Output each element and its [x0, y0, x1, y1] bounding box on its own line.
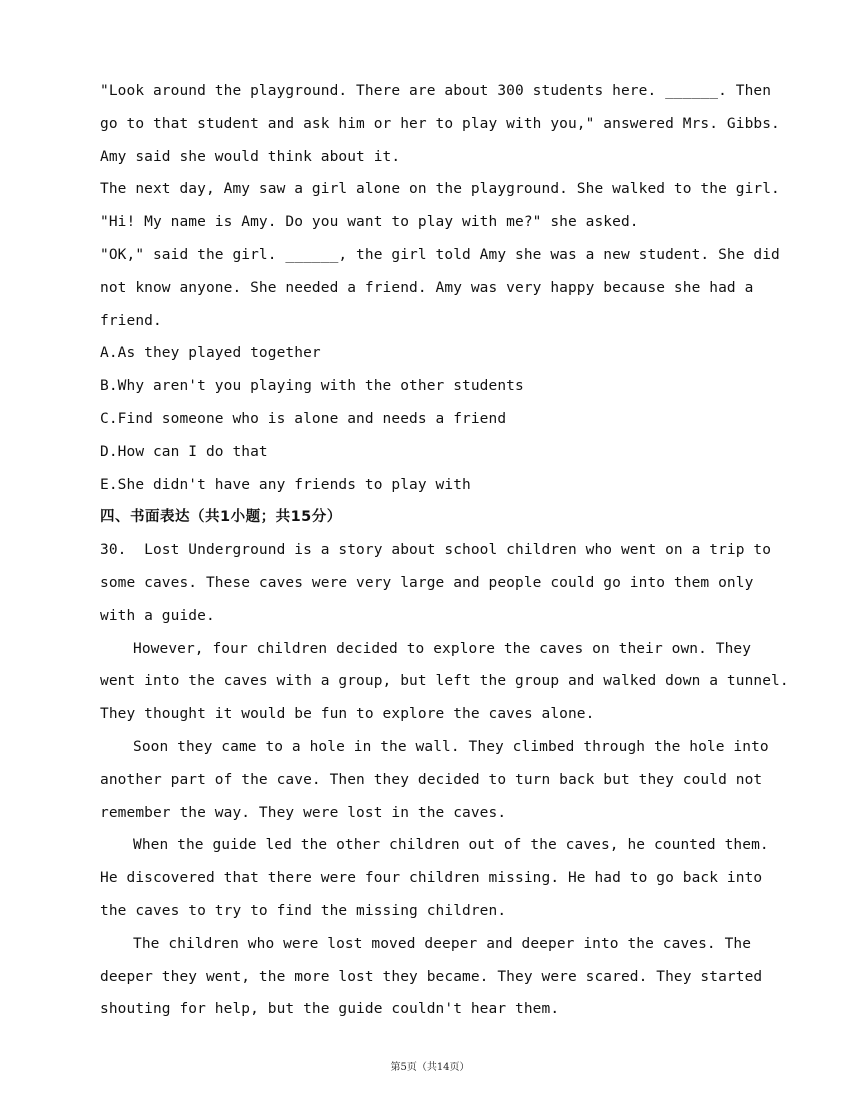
reading-passage: [100, 75, 780, 337]
paragraph: [100, 829, 769, 927]
page-footer: 第5页（共14页）: [390, 1062, 470, 1073]
passage-line: "OK," said the girl. ______, the girl told Amy she was a new student. She did: [100, 246, 780, 263]
paragraph-line: 30. Lost Underground is a story about school children who went on a trip to: [100, 542, 772, 559]
passage-line: Amy said she would think about it.: [100, 148, 401, 165]
passage-line: go to that student and ask him or her to play with you," answered Mrs. Gibbs.: [100, 115, 780, 132]
option-d: D.How can I do that: [100, 443, 268, 460]
paragraph-line: with a guide.: [100, 607, 215, 624]
paragraph: [100, 534, 772, 632]
paragraph-line: the caves to try to find the missing children.: [100, 902, 507, 919]
section-heading: 四、书面表达（共1小题；共15分）: [100, 509, 342, 526]
option-e: E.She didn't have any friends to play with: [100, 476, 471, 493]
passage-line: The next day, Amy saw a girl alone on the playground. She walked to the girl.: [100, 181, 780, 198]
page-content: [100, 75, 789, 1026]
paragraph-line: went into the caves with a group, but left the group and walked down a tunnel.: [100, 673, 789, 690]
passage-line: "Look around the playground. There are about 300 students here. ______. Then: [100, 83, 772, 99]
paragraph-line: some caves. These caves were very large and people could go into them only: [100, 574, 754, 591]
paragraph-line: The children who were lost moved deeper and deeper into the caves. The: [133, 935, 752, 952]
paragraph-line: shouting for help, but the guide couldn't hear them.: [100, 1001, 560, 1018]
paragraph-line: He discovered that there were four children missing. He had to go back into: [100, 870, 763, 887]
passage-line: not know anyone. She needed a friend. Amy was very happy because she had a: [100, 279, 754, 296]
paragraph-line: another part of the cave. Then they decided to turn back but they could not: [100, 771, 763, 788]
answer-options: [100, 337, 760, 501]
passage-line: friend.: [100, 312, 162, 329]
option-b: B.Why aren't you playing with the other students: [100, 378, 524, 395]
paragraph: [100, 928, 763, 1026]
option-a: A.As they played together: [100, 345, 321, 362]
paragraph-line: They thought it would be fun to explore the caves alone.: [100, 706, 595, 723]
passage-line: "Hi! My name is Amy. Do you want to play with me?" she asked.: [100, 214, 639, 231]
paragraph-line: deeper they went, the more lost they became. They were scared. They started: [100, 968, 763, 985]
paragraph: [100, 731, 769, 829]
paragraph-line: When the guide led the other children out of the caves, he counted them.: [133, 837, 769, 854]
paragraph: [100, 633, 789, 731]
paragraph-line: Soon they came to a hole in the wall. They climbed through the hole into: [133, 738, 769, 755]
question-30: [100, 534, 789, 1026]
paragraph-line: remember the way. They were lost in the caves.: [100, 804, 507, 821]
paragraph-line: However, four children decided to explore the caves on their own. They: [133, 640, 752, 657]
option-c: C.Find someone who is alone and needs a friend: [100, 410, 507, 427]
